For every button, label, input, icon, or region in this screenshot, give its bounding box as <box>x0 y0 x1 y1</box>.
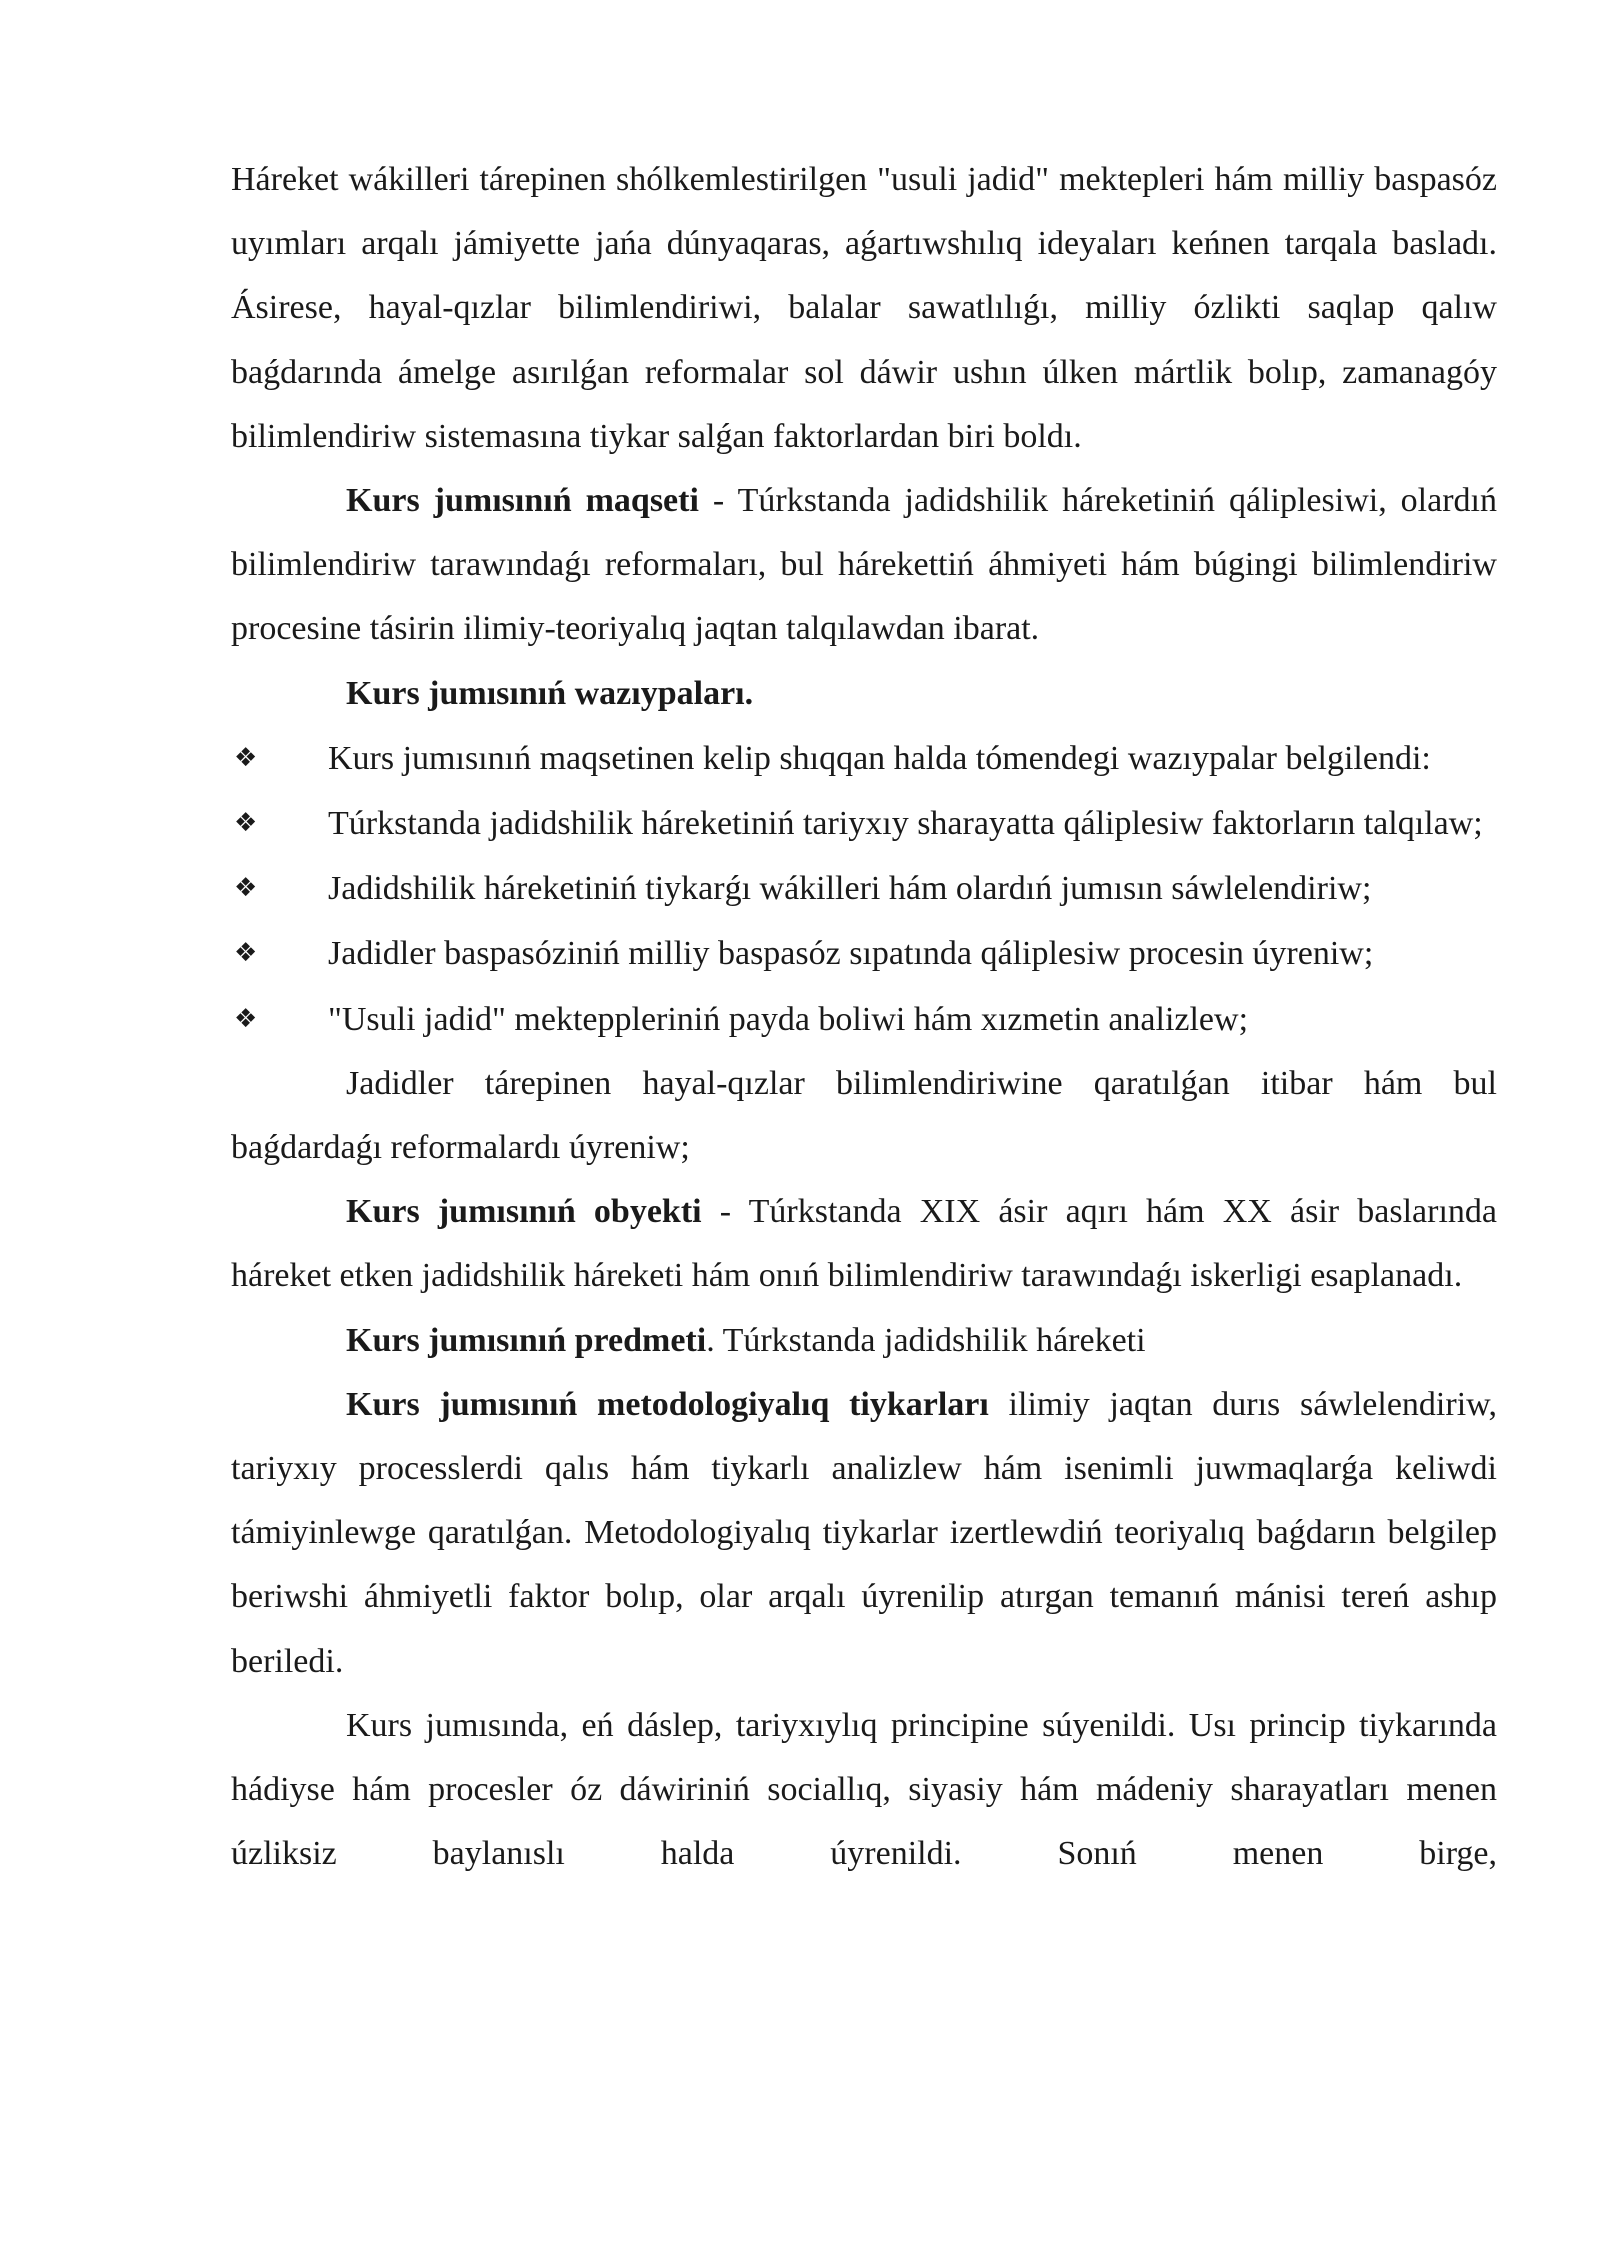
intro-paragraph: Háreket wákilleri tárepinen shólkemlestirilgen "usuli jadid" mektepleri hám milliy baspasóz uyımları arqalı jámiyette jańa dúnyaqaras, aǵartıwshılıq ideyaları keńnen tarqala basladı. Ásirese, hayal-qızlar bilimlendiriwi, balalar sawatlılıǵı, milliy ózlikti saqlap qalıw baǵdarında ámelge asırılǵan reformalar sol dáwir ushın úlken mártlik bolıp, zamanagóy bilimlendiriw sistemasına tiykar salǵan faktorlardan biri boldı. <box>231 161 1497 455</box>
list-item-text: "Usuli jadid" mekteppleriniń payda boliwi hám xızmetin analizlew; <box>328 1000 1249 1038</box>
methodology-text: ilimiy jaqtan durıs sáwlelendiriw, tariyxıy processlerdi qalıs hám tiykarlı analizlew hám isenimli juwmaqlarǵa keliwdi támiyinlewge qaratılǵan. Metodologiyalıq tiykarlar izertlewdiń teoriyalıq baǵdarın belgilep beriwshi áhmiyetli faktor bolıp, olar arqalı úyrenilip atırgan temanıń mánisi tereń ashıp beriledi. <box>231 1385 1497 1680</box>
historicism-paragraph: Kurs jumısında, eń dáslep, tariyxıylıq principine súyenildi. Usı princip tiykarında hádiyse hám procesler óz dáwiriniń sociallıq, siyasiy hám mádeniy sharayatları menen úzliksiz baylanıslı halda úyrenildi. Sonıń menen birge, <box>231 1706 1497 1873</box>
tasks-heading <box>231 662 1497 726</box>
list-item-text: Túrkstanda jadidshilik háreketiniń tariyxıy sharayatta qáliplesiw faktorların talqılaw; <box>328 805 1483 843</box>
object-paragraph <box>231 1180 1497 1308</box>
subject-text: . Túrkstanda jadidshilik háreketi <box>706 1321 1146 1359</box>
diamond-bullet-icon: ❖ <box>234 873 258 904</box>
women-education-paragraph: Jadidler tárepinen hayal-qızlar bilimlendiriwine qaratılǵan itibar hám bul baǵdardaǵı reformalardı úyreniw; <box>231 1064 1497 1167</box>
aim-text: - Túrkstanda jadidshilik háreketiniń qáliplesiwi, olardıń bilimlendiriw tarawındaǵı reformaları, bul hárekettiń áhmiyeti hám búgingi bilimlendiriw procesine tásirin ilimiy-teoriyalıq jaqtan talqılawdan ibarat. <box>231 482 1497 648</box>
methodology-label: Kurs jumısınıń metodologiyalıq tiykarları <box>346 1385 989 1423</box>
tasks-heading-text: Kurs jumısınıń wazıypaları. <box>346 674 754 712</box>
diamond-bullet-icon: ❖ <box>234 742 258 773</box>
object-text: - Túrkstanda XIX ásir aqırı hám XX ásir baslarında háreket etken jadidshilik háreketi hám onıń bilimlendiriw tarawındaǵı iskerligi esaplanadı. <box>231 1193 1497 1295</box>
list-item <box>231 791 1497 856</box>
methodology-paragraph <box>231 1373 1497 1694</box>
diamond-bullet-icon: ❖ <box>234 1003 258 1034</box>
list-item <box>231 921 1497 986</box>
document-body <box>231 148 1497 1886</box>
aim-label: Kurs jumısınıń maqseti <box>346 482 699 520</box>
list-item-text: Jadidler baspasóziniń milliy baspasóz sıpatında qáliplesiw procesin úyreniw; <box>328 935 1374 973</box>
subject-paragraph <box>231 1309 1497 1373</box>
diamond-bullet-icon: ❖ <box>234 938 258 969</box>
aim-paragraph <box>231 469 1497 662</box>
list-item-text: Jadidshilik háreketiniń tiykarǵı wákilleri hám olardıń jumısın sáwlelendiriw; <box>328 870 1372 908</box>
list-item <box>231 856 1497 921</box>
list-item-text: Kurs jumısınıń maqsetinen kelip shıqqan halda tómendegi wazıypalar belgilendi: <box>328 739 1431 777</box>
object-label: Kurs jumısınıń obyekti <box>346 1193 702 1231</box>
diamond-bullet-icon: ❖ <box>234 808 258 839</box>
list-item <box>231 726 1497 791</box>
list-item <box>231 987 1497 1052</box>
subject-label: Kurs jumısınıń predmeti <box>346 1321 707 1359</box>
